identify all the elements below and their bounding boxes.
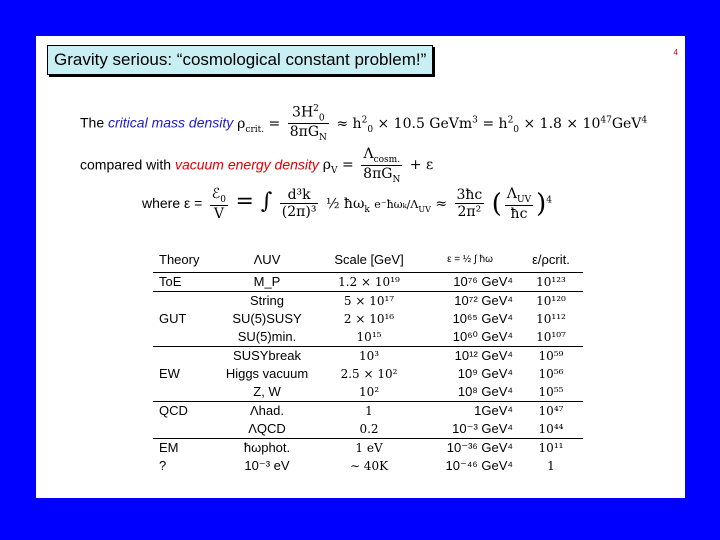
approx-term: ≈ h (336, 115, 362, 132)
fraction-1: $\frac{3H^2_0}{8\pi G_N}$ (289, 104, 327, 144)
value-2: × 1.8 × 10 (523, 115, 601, 132)
value-1: × 10.5 GeVm (377, 115, 473, 132)
rho-subscript: crit. (245, 124, 265, 135)
half-hbar-omega: ½ ħω (325, 195, 365, 212)
cell-theory (153, 347, 217, 366)
critical-mass-density-label: critical mass density (108, 114, 234, 131)
table-row (153, 292, 583, 311)
cell-lambda: Z, W (253, 384, 281, 399)
cell-theory: ? (159, 458, 167, 473)
table-row (153, 457, 583, 475)
cell-scale: 10¹⁵ (356, 330, 382, 344)
cell-theory (153, 292, 217, 311)
cell-scale: 2 × 10¹⁶ (343, 312, 395, 326)
rho-v: ρ (322, 157, 332, 174)
table-row (153, 383, 583, 402)
cell-theory (153, 420, 217, 439)
frac2-num-sub: cosm. (373, 154, 401, 165)
critical-density-line (80, 104, 647, 143)
unit-2: GeV (611, 115, 642, 132)
cell-epsilon: 10¹² GeV⁴ (421, 347, 519, 366)
cell-epsilon: 10⁷⁶ GeV⁴ (453, 274, 513, 289)
cell-epsilon: 10⁸ GeV⁴ (457, 384, 513, 399)
cell-ratio: 10¹²⁰ (519, 292, 583, 311)
cell-theory (153, 328, 217, 347)
line2-prefix: compared with (80, 156, 175, 173)
cell-scale: 1 eV (317, 439, 421, 458)
frac1-num: 3H (292, 104, 314, 121)
cell-ratio: 10¹¹ (519, 439, 583, 458)
frac3-den: V (213, 205, 224, 222)
cell-lambda: M_P (253, 274, 281, 289)
page-number: 4 (673, 48, 678, 57)
cell-ratio: 10⁴⁷ (519, 402, 583, 421)
cell-ratio: 10⁵⁹ (519, 347, 583, 366)
frac4-num: d³k (280, 187, 319, 204)
power-4: 4 (546, 195, 552, 206)
table-row (153, 365, 583, 383)
table-row (153, 273, 583, 292)
cell-scale: ∼ 40K (349, 459, 389, 473)
cell-lambda: Higgs vacuum (225, 366, 309, 381)
table-row (153, 328, 583, 347)
frac2-num: Λ (363, 146, 374, 162)
frac6-den: ħc (510, 205, 528, 222)
cell-ratio: 10⁴⁴ (538, 422, 564, 436)
header-ratio: ε/ρcrit. (519, 248, 583, 273)
cell-lambda: SU(5)min. (237, 329, 297, 344)
cell-scale: 1.2 × 10¹⁹ (338, 275, 400, 289)
table-row (153, 402, 583, 421)
cell-ratio: 10⁵⁶ (538, 367, 564, 381)
theory-table (153, 248, 583, 475)
cell-ratio: 10¹¹² (536, 312, 566, 326)
k-sub: k (364, 204, 370, 215)
cell-epsilon: 1GeV⁴ (421, 402, 519, 421)
slide (36, 36, 685, 498)
cell-scale: 1 (317, 402, 421, 421)
cell-epsilon: 10⁶⁰ GeV⁴ (452, 329, 513, 344)
fraction-4 (280, 187, 319, 220)
table-header-row (153, 248, 583, 273)
frac4-den: (2π)³ (281, 204, 317, 221)
exp-2: 47 (600, 114, 612, 125)
cell-lambda: Λhad. (217, 402, 317, 421)
rho-symbol: ρ (237, 115, 246, 132)
cell-theory: EW (159, 366, 180, 381)
integral-sign: = ∫ (235, 188, 273, 214)
frac6-num: Λ (506, 186, 517, 202)
table-row (153, 310, 583, 328)
cell-epsilon: 10⁶⁵ GeV⁴ (452, 311, 513, 326)
table-row (153, 439, 583, 458)
cell-epsilon: 10⁹ GeV⁴ (457, 366, 513, 381)
cell-epsilon: 10⁻³⁶ GeV⁴ (421, 439, 519, 458)
cell-epsilon: 10⁻⁴⁶ GeV⁴ (445, 458, 513, 473)
epsilon-formula: where ε = $\frac{ℰ_0}{V}$ = ∫ $\frac{\text{d³k}}{\text{(2π)³}}$ ½ $ħ\omega_k$ $e^-ħ\omega_k/\Lambda_{UV}$ ≈ $\frac{3ħc}{\text{2π²}}$ ( $\frac{\Lambda_{UV}}{ħc}$ )$^4$ (142, 186, 552, 222)
cell-lambda: SU(5)SUSY (232, 311, 302, 326)
vacuum-energy-density-label: vacuum energy density (174, 156, 319, 173)
epsilon-line (142, 186, 552, 222)
cell-ratio: 10¹²³ (536, 275, 566, 289)
line1-prefix: The (80, 114, 109, 131)
table-row (153, 420, 583, 439)
vacuum-energy-line (80, 146, 433, 185)
cell-lambda: ħωphot. (217, 439, 317, 458)
cell-lambda: String (217, 292, 317, 311)
exp-1: 3 (472, 114, 478, 125)
fraction-5 (455, 187, 485, 220)
header-theory: Theory (153, 248, 217, 273)
cell-scale: 10³ (317, 347, 421, 366)
cell-theory: EM (153, 439, 217, 458)
frac2-den: 8πG (363, 165, 393, 182)
title-box (47, 45, 433, 75)
table-row (153, 347, 583, 366)
where-epsilon: where ε = (142, 194, 203, 211)
frac1-den: 8πG (289, 124, 320, 141)
fraction-3: $\frac{ℰ_0}{V}$ (211, 186, 226, 222)
critical-density-formula: $\rho_{crit.}$ = $\frac{3H^2_0}{8\pi G_N}$ ≈ $h^2_0 \times 10.5$ GeVm$^3$ = $h^2_0 \times 1.8 \times 10^{47}GeV^4$ (237, 104, 648, 144)
cell-lambda: SUSYbreak (217, 347, 317, 366)
slide-title: Gravity serious: “cosmological constant problem!” (54, 50, 427, 69)
exp-3: 4 (641, 114, 648, 125)
frac3-num: ℰ (211, 186, 221, 202)
header-epsilon: ε = ½ ∫ ħω (421, 248, 519, 273)
value-2-prefix: = h (482, 115, 508, 132)
cell-ratio: 10⁵⁵ (538, 385, 564, 399)
plus-epsilon: + ε (409, 157, 434, 174)
cell-theory: ToE (159, 274, 182, 289)
approx-sign: ≈ (435, 195, 448, 212)
frac1-den-sub: N (319, 133, 327, 144)
cell-theory: GUT (159, 311, 187, 326)
fraction-6: $\frac{\Lambda_{UV}}{ħc}$ (506, 186, 532, 222)
cell-scale: 2.5 × 10² (340, 367, 398, 381)
cell-scale: 0.2 (359, 422, 379, 436)
frac5-den: 2π² (457, 204, 482, 221)
fraction-2 (361, 146, 402, 185)
cell-lambda: ΛQCD (248, 421, 286, 436)
eq-sign: = (341, 157, 354, 174)
rho-v-sub: V (331, 166, 338, 177)
cell-theory (153, 383, 217, 402)
cell-scale: 5 × 10¹⁷ (317, 292, 421, 311)
cell-ratio: 1 (547, 459, 555, 473)
cell-scale: 10² (358, 385, 380, 399)
cell-theory: QCD (153, 402, 217, 421)
frac5-num: 3ħc (456, 187, 483, 204)
cell-ratio: 10¹⁰⁷ (536, 330, 566, 344)
frac2-den-sub: N (392, 174, 401, 185)
cell-lambda: 10⁻³ eV (244, 458, 290, 473)
header-scale: Scale [GeV] (317, 248, 421, 273)
cell-epsilon: 10⁷² GeV⁴ (421, 292, 519, 311)
exponential-term: e⁻ħωₖ/Λ (374, 197, 419, 211)
header-lambda-uv: ΛUV (217, 248, 317, 273)
cell-epsilon: 10⁻³ GeV⁴ (452, 421, 513, 436)
